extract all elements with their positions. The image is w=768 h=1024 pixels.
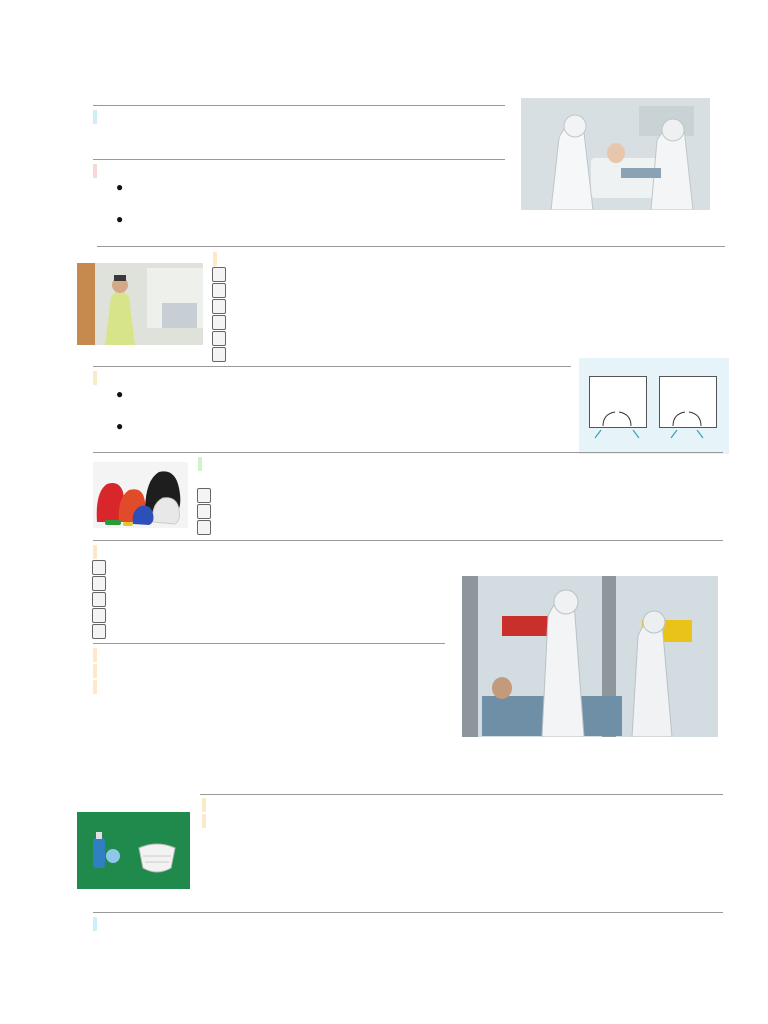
step-number — [212, 299, 226, 314]
section-g-item — [116, 695, 139, 711]
section-b-heading — [93, 163, 97, 179]
photo-isolation-room-drawing — [521, 98, 710, 210]
section-c-heading — [213, 251, 217, 267]
section-g-heading-text-2 — [93, 664, 97, 678]
section-h-heading-line-1 — [202, 797, 206, 813]
divider — [93, 105, 505, 106]
step-number — [197, 488, 211, 503]
poster-airborne-isolation — [77, 812, 190, 889]
section-d-heading-text — [93, 371, 97, 385]
section-h-item — [226, 877, 249, 893]
section-d-heading — [93, 370, 97, 386]
section-g-heading-line-1 — [93, 647, 97, 663]
section-i-heading — [93, 916, 97, 932]
section-g-item — [116, 743, 139, 759]
section-e-heading — [198, 456, 202, 472]
section-g-item — [116, 759, 139, 775]
pressure-diagram — [579, 358, 729, 454]
photo-waste-bags-drawing — [93, 462, 188, 528]
bullet-icon: ● — [116, 212, 124, 226]
section-g-heading-text-1 — [93, 648, 97, 662]
section-h-heading-text-2 — [202, 814, 206, 828]
photo-waste-bags — [93, 462, 188, 528]
section-g-item — [116, 727, 139, 743]
step-number — [92, 576, 106, 591]
divider — [93, 452, 723, 453]
diagram-door-arrows — [579, 358, 729, 454]
section-h-item — [226, 861, 249, 877]
photo-quarantine-drawing — [462, 576, 718, 737]
section-e-item — [197, 520, 212, 538]
poster-icons — [77, 812, 190, 889]
section-h-item — [226, 893, 249, 909]
step-number — [212, 283, 226, 298]
section-a-heading-text — [93, 110, 97, 124]
section-a-heading — [93, 109, 97, 125]
section-h-heading-line-2 — [202, 813, 206, 829]
step-number — [212, 347, 226, 362]
step-number — [197, 520, 211, 535]
section-b-heading-text — [93, 164, 97, 178]
section-c-heading-text — [213, 252, 217, 266]
step-number — [212, 331, 226, 346]
divider — [93, 643, 445, 644]
divider — [93, 540, 723, 541]
step-number — [92, 608, 106, 623]
section-g-heading-text-3 — [93, 680, 97, 694]
divider — [200, 794, 723, 795]
section-c-item — [212, 347, 227, 365]
divider — [93, 159, 505, 160]
step-number — [212, 315, 226, 330]
step-number — [92, 624, 106, 639]
step-number — [92, 592, 106, 607]
section-g-item — [116, 775, 139, 791]
step-number — [212, 267, 226, 282]
section-g-heading-line-2 — [93, 663, 97, 679]
section-e-heading-text — [198, 457, 202, 471]
section-f-heading-text — [93, 545, 97, 559]
section-i-heading-text — [93, 917, 97, 931]
divider — [97, 246, 725, 247]
section-g-heading-line-3 — [93, 679, 97, 695]
section-f-heading — [93, 544, 97, 560]
photo-nurse-ppe-drawing — [77, 263, 203, 345]
section-f-item — [92, 624, 107, 642]
photo-isolation-room — [521, 98, 710, 210]
divider — [93, 912, 723, 913]
divider — [93, 366, 571, 367]
section-g-item — [116, 711, 139, 727]
step-number — [92, 560, 106, 575]
step-number — [197, 504, 211, 519]
photo-quarantine-room — [462, 576, 718, 737]
photo-nurse-ppe — [77, 263, 203, 345]
section-h-heading-text-1 — [202, 798, 206, 812]
bullet-icon: ● — [116, 387, 124, 401]
bullet-icon: ● — [116, 419, 124, 433]
bullet-icon: ● — [116, 180, 124, 194]
